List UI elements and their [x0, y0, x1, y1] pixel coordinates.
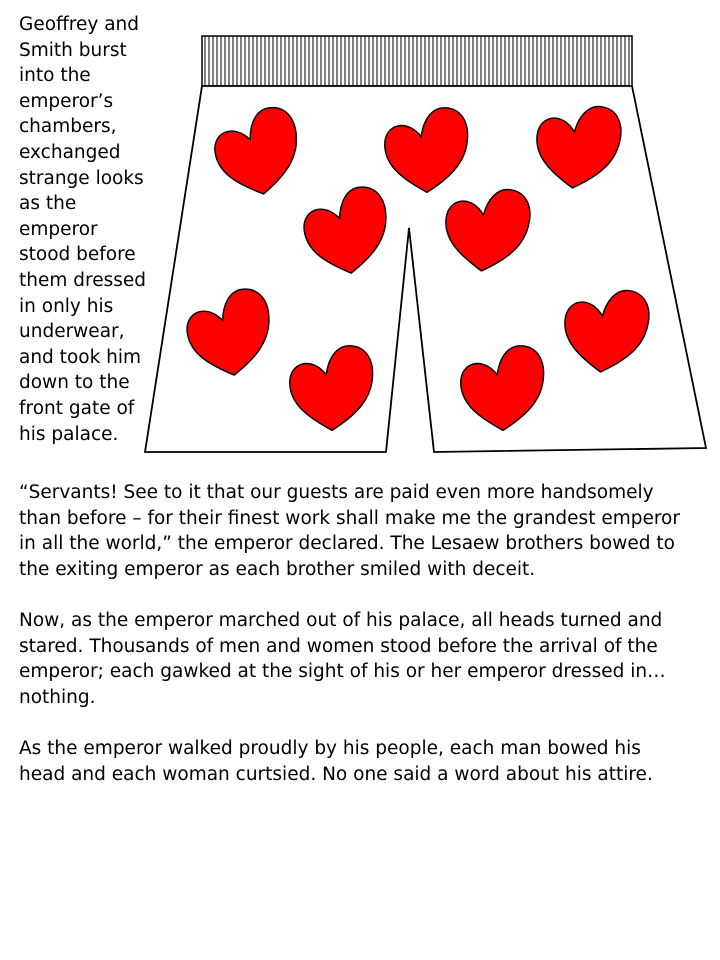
text-line: stared. Thousands of men and women stood before the arrival of the — [19, 635, 658, 657]
text-line: Now, as the emperor marched out of his palace, all heads turned and — [19, 609, 663, 631]
text-line: his palace. — [19, 423, 119, 445]
text-line: emperor; each gawked at the sight of his or her emperor dressed in… — [19, 661, 666, 683]
story-text — [19, 480, 711, 813]
text-line: in all the world,” the emperor declared. The Lesaew brothers bowed to — [19, 533, 675, 555]
underwear-illustration — [140, 30, 712, 458]
text-line: into the — [19, 65, 91, 87]
text-line: in only his — [19, 295, 114, 317]
underwear-body — [145, 36, 706, 452]
paragraph — [19, 608, 711, 710]
text-line: As the emperor walked proudly by his people, each man bowed his — [19, 737, 641, 759]
intro-text — [19, 12, 159, 447]
text-line: head and each woman curtsied. No one said a word about his attire. — [19, 763, 653, 785]
text-line: down to the — [19, 372, 130, 394]
text-line: them dressed — [19, 269, 146, 291]
text-line: than before – for their finest work shall make me the grandest emperor — [19, 507, 680, 529]
text-line: stood before — [19, 244, 136, 266]
text-line: nothing. — [19, 686, 96, 708]
paragraph — [19, 736, 711, 787]
text-line: exchanged — [19, 141, 121, 163]
text-line: and took him — [19, 346, 142, 368]
text-line: strange looks — [19, 167, 144, 189]
text-line: underwear, — [19, 321, 125, 343]
text-line: chambers, — [19, 116, 117, 138]
text-line: Geoffrey and — [19, 14, 139, 35]
text-line: as the — [19, 193, 77, 215]
paragraph — [19, 480, 711, 582]
text-line: emperor — [19, 218, 98, 240]
text-line: Smith burst — [19, 39, 127, 61]
text-line: front gate of — [19, 397, 135, 419]
text-line: the exiting emperor as each brother smiled with deceit. — [19, 558, 536, 580]
waistband — [202, 36, 632, 86]
text-line: emperor’s — [19, 90, 114, 112]
text-line: “Servants! See to it that our guests are paid even more handsomely — [19, 482, 654, 503]
